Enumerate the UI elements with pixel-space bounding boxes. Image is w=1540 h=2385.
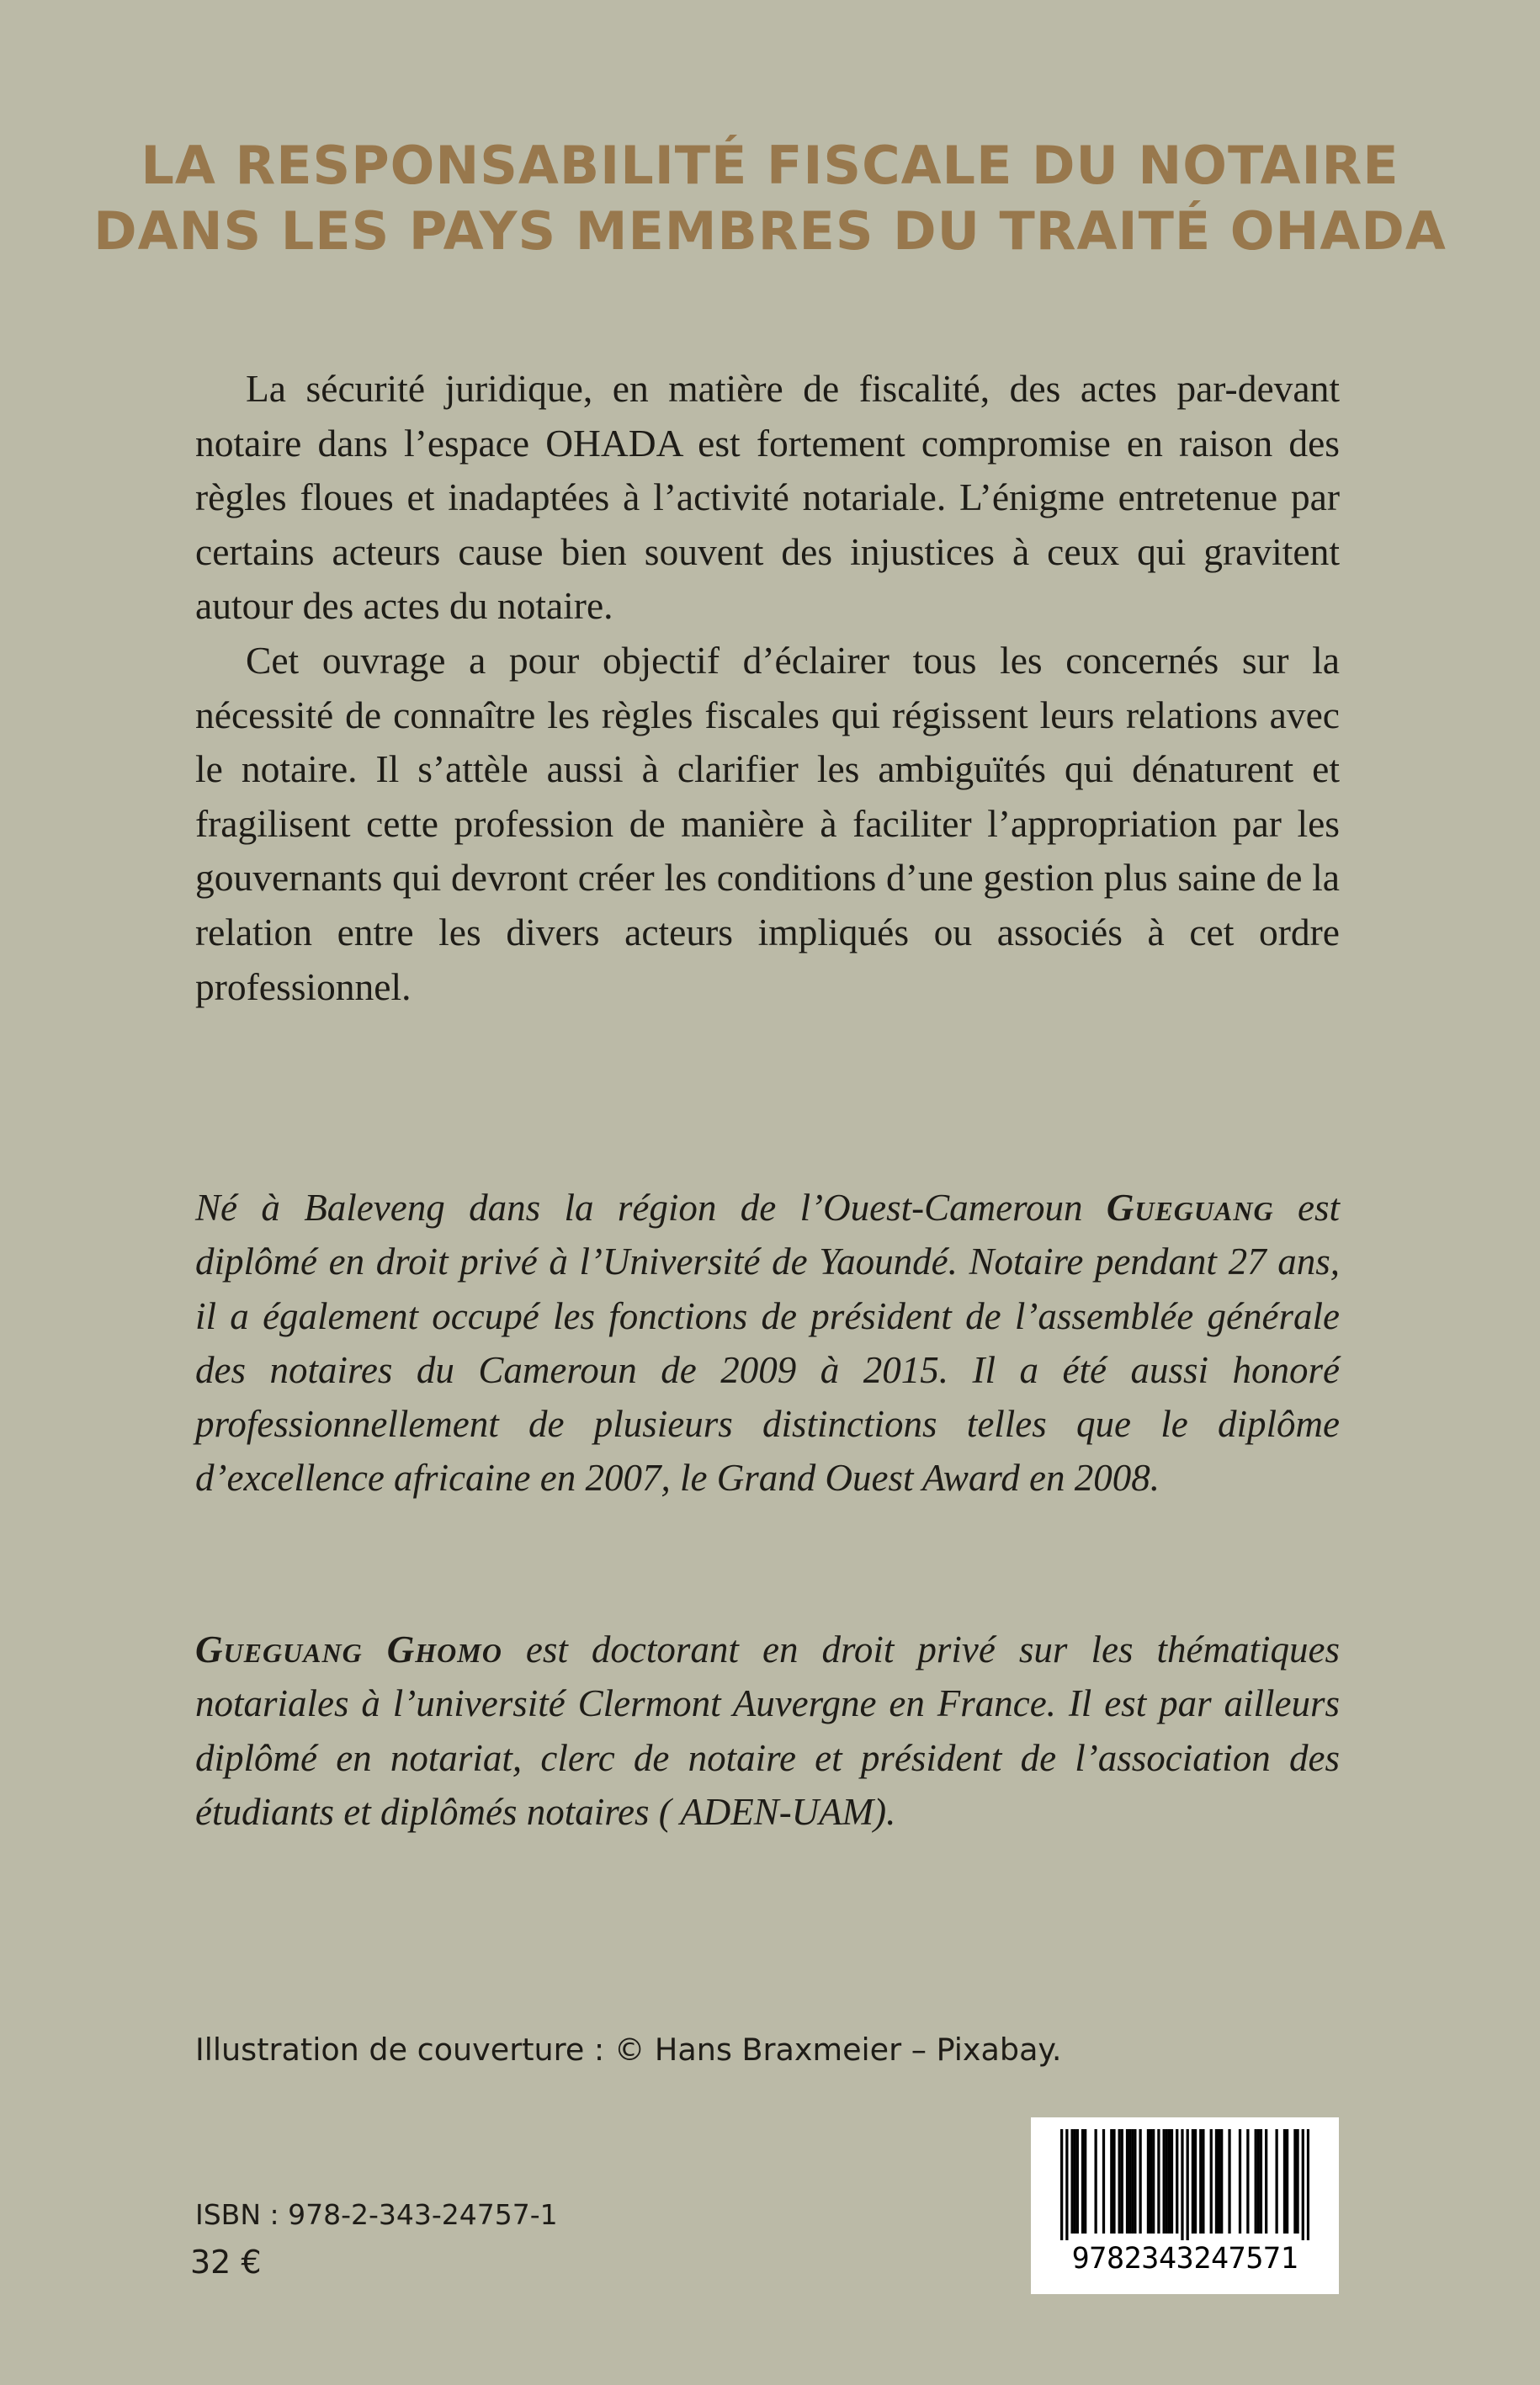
book-title-line-2: DANS LES PAYS MEMBRES DU TRAITÉ OHADA: [93, 200, 1447, 262]
barcode-bar: [1070, 2129, 1073, 2234]
barcode-bar: [1171, 2129, 1173, 2234]
barcode-bar: [1081, 2129, 1084, 2234]
barcode-bar: [1302, 2129, 1304, 2240]
author-bio-1-text: est diplômé en droit privé à l’Université de Yaoundé. Notaire pendant 27 ans, il a également occupé les fonctions de président de l’assemblée générale des notaires du Cameroun de 2009 à 2015. Il a été aussi honoré professionnellement de plusieurs distinctions telles que le diplôme d’excellence africaine en 2007, le Grand Ouest Award en 2008.: [195, 1187, 1340, 1500]
barcode-bar: [1157, 2129, 1160, 2234]
barcode-bar: [1074, 2129, 1076, 2234]
barcode-bar: [1128, 2129, 1131, 2234]
barcode-bar: [1131, 2129, 1134, 2234]
author-name-2: Gueguang Ghomo: [195, 1628, 502, 1671]
barcode-bar: [1192, 2129, 1194, 2234]
barcode-bar: [1275, 2129, 1277, 2234]
barcode-bar: [1255, 2129, 1257, 2234]
barcode-bar: [1118, 2129, 1121, 2234]
book-summary: [195, 362, 1340, 1014]
barcode-bar: [1239, 2129, 1241, 2234]
barcode-bar: [1293, 2129, 1296, 2234]
barcode-bar: [1176, 2129, 1178, 2234]
barcode-bar: [1102, 2129, 1105, 2234]
summary-paragraph-2: Cet ouvrage a pour objectif d’éclairer tous les concernés sur la nécessité de connaître les règles fiscales qui régissent leurs relations avec le notaire. Il s’attèle aussi à clarifier les ambiguïtés qui dénaturent et fragilisent cette profession de manière à faciliter l’appropriation par les gouvernants qui devront créer les conditions d’une gestion plus saine de la relation entre les divers acteurs impliqués ou associés à cet ordre professionnel.: [195, 638, 1340, 1008]
barcode-bar: [1257, 2129, 1260, 2234]
barcode-bar: [1113, 2129, 1115, 2234]
barcode-bar: [1065, 2129, 1068, 2240]
barcode-bar: [1202, 2129, 1204, 2234]
barcode-bar: [1181, 2129, 1183, 2240]
barcode-bar: [1260, 2129, 1262, 2234]
author-bio-1-lead: Né à Baleveng dans la région de l’Ouest-Cameroun: [195, 1187, 1107, 1229]
barcode-bar: [1147, 2129, 1150, 2234]
barcode-bar: [1286, 2129, 1288, 2234]
barcode-bar: [1076, 2129, 1079, 2234]
barcode-bar: [1215, 2129, 1218, 2234]
author-bio-1: [195, 1181, 1340, 1506]
cover-illustration-credit: Illustration de couverture : © Hans Braxmeier – Pixabay.: [195, 2032, 1062, 2068]
barcode-bar: [1246, 2129, 1249, 2234]
barcode-bar: [1187, 2129, 1189, 2240]
barcode-bar: [1283, 2129, 1286, 2234]
barcode-bar: [1265, 2129, 1267, 2234]
barcode-bar: [1220, 2129, 1223, 2234]
barcode-bar: [1296, 2129, 1298, 2234]
barcode-bar: [1150, 2129, 1152, 2234]
author-bio-2: [195, 1623, 1340, 1839]
barcode-bar: [1194, 2129, 1197, 2234]
barcode-bar: [1084, 2129, 1086, 2234]
barcode-bar: [1168, 2129, 1171, 2234]
price: 32 €: [190, 2244, 262, 2281]
barcode-bar: [1218, 2129, 1220, 2234]
book-title-line-1: LA RESPONSABILITÉ FISCALE DU NOTAIRE: [141, 135, 1399, 196]
barcode-bar: [1166, 2129, 1168, 2234]
barcode-bar: [1199, 2129, 1202, 2234]
barcode-bar: [1152, 2129, 1155, 2234]
barcode-bar: [1139, 2129, 1141, 2234]
barcode-bar: [1210, 2129, 1213, 2234]
barcode-bar: [1121, 2129, 1123, 2234]
barcode-bar: [1163, 2129, 1166, 2234]
barcode-bars: [1060, 2129, 1309, 2240]
author-name-1: Gueguang: [1106, 1187, 1274, 1229]
barcode-bar: [1134, 2129, 1136, 2234]
barcode-bar: [1307, 2129, 1309, 2240]
author-bio-2-text: est doctorant en droit privé sur les thématiques notariales à l’université Clermont Auvergne en France. Il est par ailleurs diplômé en notariat, clerc de notaire et président de l’association des étudiants et diplômés notaires ( ADEN-UAM).: [195, 1628, 1340, 1833]
barcode-bar: [1126, 2129, 1128, 2234]
barcode-bar: [1060, 2129, 1063, 2240]
barcode-digits: 9782343247571: [1071, 2242, 1298, 2276]
isbn: ISBN : 978-2-343-24757-1: [195, 2198, 558, 2231]
barcode-bar: [1110, 2129, 1113, 2234]
summary-paragraph-1: La sécurité juridique, en matière de fiscalité, des actes par-devant notaire dans l’espace OHADA est fortement compromise en raison des règles floues et inadaptées à l’activité notariale. L’énigme entretenue par certains acteurs cause bien souvent des injustices à ceux qui gravitent autour des actes du notaire.: [195, 367, 1340, 628]
barcode: [1031, 2117, 1339, 2294]
book-title: [0, 133, 1540, 264]
barcode-bar: [1095, 2129, 1097, 2234]
barcode-bar: [1228, 2129, 1230, 2234]
